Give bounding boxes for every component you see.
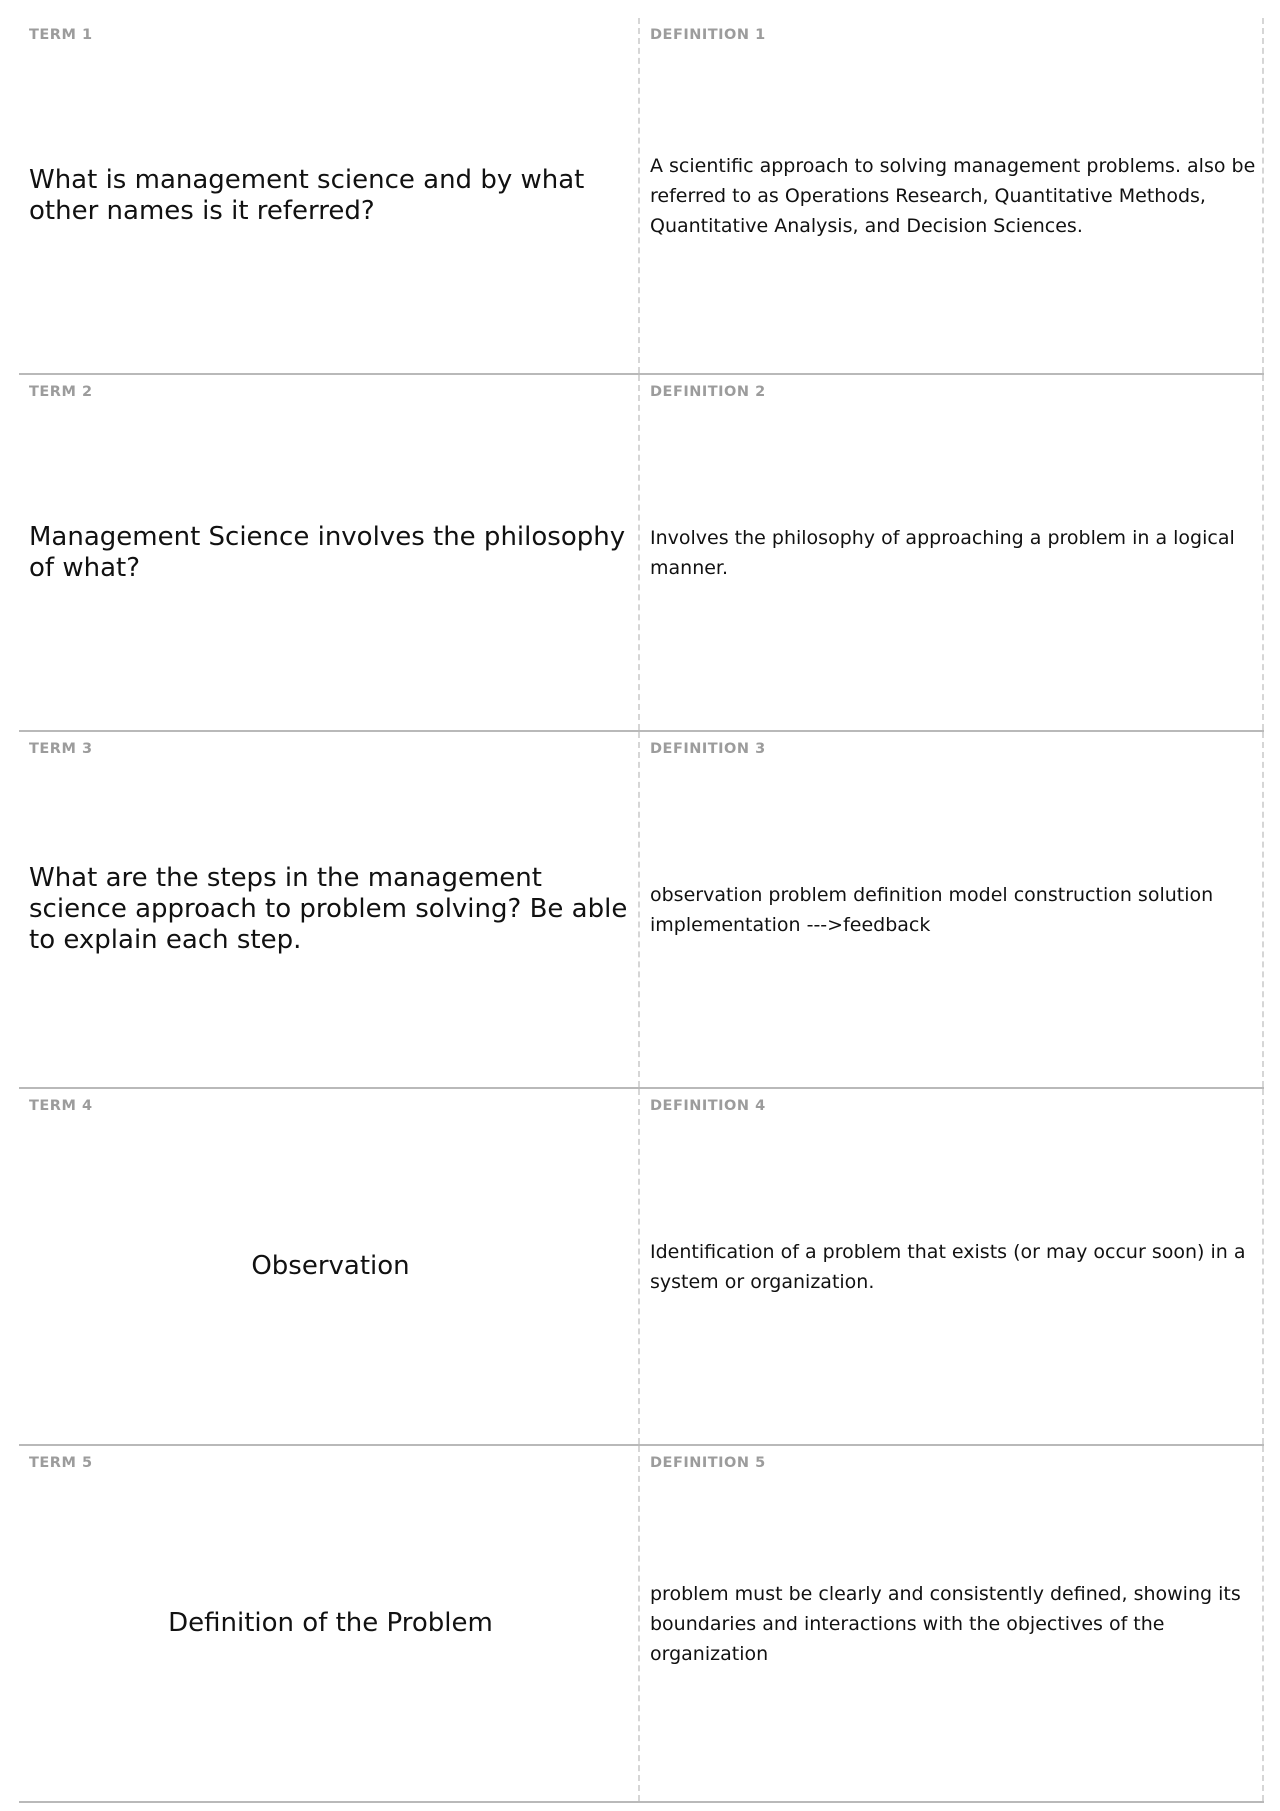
term-cell [19,732,640,1087]
term-text: Management Science involves the philosophy of what? [29,521,626,583]
definition-cell [640,732,1264,1087]
term-cell [19,18,640,373]
term-text-wrap [29,18,632,373]
definition-cell [640,18,1264,373]
definition-cell [640,1446,1264,1801]
definition-label: DEFINITION 5 [650,1455,766,1471]
definition-text-wrap [650,1089,1256,1444]
definition-text-wrap [650,375,1256,730]
definition-label: DEFINITION 4 [650,1098,766,1114]
definition-text: observation problem definition model construction solution implementation --->feedback [650,883,1214,936]
term-text: Definition of the Problem [168,1608,493,1638]
term-text: What are the steps in the management science approach to problem solving? Be able to explain each step. [29,863,628,955]
term-text-wrap [29,732,632,1087]
term-cell [19,375,640,730]
term-text: What is management science and by what other names is it referred? [29,164,585,226]
definition-text-wrap [650,732,1256,1087]
definition-text: Identification of a problem that exists (or may occur soon) in a system or organization. [650,1240,1246,1293]
flashcard-row [19,732,1264,1089]
term-label: TERM 4 [29,1098,93,1114]
flashcard-row [19,18,1264,375]
definition-text: A scientific approach to solving management problems. also be referred to as Operations Research, Quantitative Methods, Quantitative Analysis, and Decision Sciences. [650,154,1256,237]
term-text-wrap [29,375,632,730]
term-text: Observation [251,1251,410,1281]
definition-label: DEFINITION 3 [650,741,766,757]
definition-text-wrap [650,18,1256,373]
flashcard-row [19,375,1264,732]
term-text-wrap [29,1089,632,1444]
term-label: TERM 3 [29,741,93,757]
definition-text-wrap [650,1446,1256,1801]
definition-label: DEFINITION 1 [650,27,766,43]
definition-cell [640,1089,1264,1444]
term-label: TERM 5 [29,1455,93,1471]
flashcard-row [19,1089,1264,1446]
definition-cell [640,375,1264,730]
term-cell [19,1089,640,1444]
flashcard-sheet [19,18,1264,1802]
definition-text: Involves the philosophy of approaching a problem in a logical manner. [650,526,1235,579]
term-text-wrap [29,1446,632,1801]
definition-label: DEFINITION 2 [650,384,766,400]
flashcard-row [19,1446,1264,1803]
term-label: TERM 1 [29,27,93,43]
term-label: TERM 2 [29,384,93,400]
term-cell [19,1446,640,1801]
definition-text: problem must be clearly and consistently defined, showing its boundaries and interactions with the objectives of the organization [650,1582,1241,1665]
